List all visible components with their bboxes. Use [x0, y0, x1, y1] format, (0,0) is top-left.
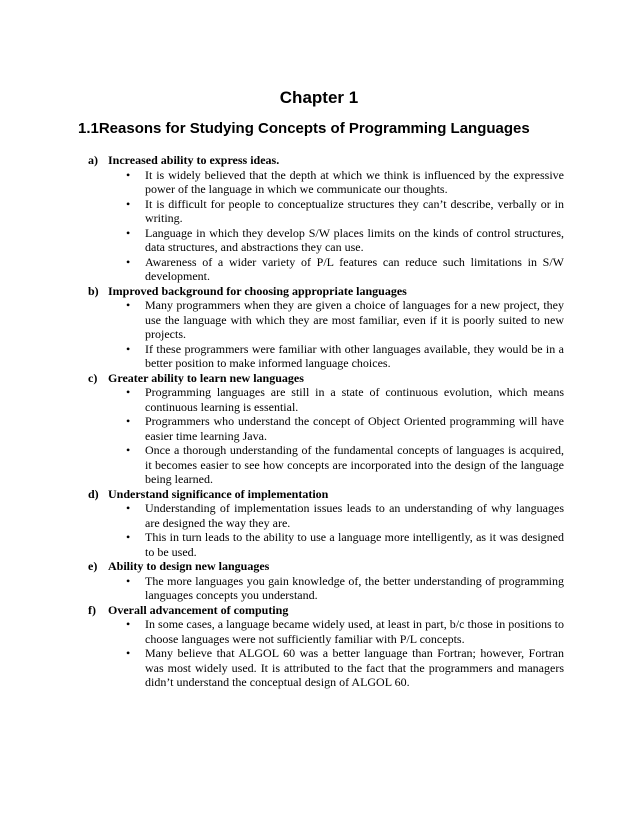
- list-item: [126, 298, 564, 342]
- section-letter: a): [88, 153, 98, 167]
- list-section: [88, 284, 564, 371]
- section-heading-text: Overall advancement of computing: [108, 602, 289, 617]
- list-item-text: Understanding of implementation issues leads to an understanding of why languages are designed the way they are.: [145, 501, 564, 530]
- list-item-text: Many believe that ALGOL 60 was a better language than Fortran; however, Fortran was most widely used. It is attributed to the fact that the programmers and managers didn’t understand the conceptual design of ALGOL 60.: [145, 646, 564, 689]
- bullet-list: [88, 617, 564, 690]
- section-heading-text: Increased ability to express ideas.: [108, 153, 280, 167]
- list-item: [126, 501, 564, 530]
- section-heading-text: Ability to design new languages: [108, 559, 270, 573]
- list-item: [126, 617, 564, 646]
- section-heading: [88, 559, 564, 574]
- list-item: [126, 443, 564, 487]
- section-heading: [88, 371, 564, 386]
- chapter-title: Chapter 1: [279, 88, 359, 107]
- section-heading-text: Understand significance of implementation: [108, 486, 329, 501]
- section-heading: [88, 603, 564, 618]
- bullet-icon: •: [126, 443, 131, 457]
- list-item-text: The more languages you gain knowledge of, the better understanding of programming languages concepts you understand.: [145, 573, 564, 602]
- list-item-text: Programmers who understand the concept of Object Oriented programming will have easier time learning Java.: [145, 414, 564, 443]
- section-letter: f): [88, 602, 96, 617]
- list-item: [126, 574, 564, 603]
- bullet-list: [88, 501, 564, 559]
- list-item-text: If these programmers were familiar with other languages available, they would be in a better position to make informed language choices.: [145, 341, 564, 370]
- list-section: [88, 603, 564, 690]
- bullet-list: [88, 385, 564, 487]
- list-item: [126, 197, 564, 226]
- bullet-icon: •: [126, 254, 131, 269]
- list-section: [88, 153, 564, 284]
- section-heading-text: Improved background for choosing appropriate languages: [108, 283, 407, 298]
- list-item-text: Language in which they develop S/W places limits on the kinds of control structures, data structures, and abstractions they can use.: [145, 225, 564, 254]
- list-item: [126, 385, 564, 414]
- bullet-icon: •: [126, 501, 131, 515]
- content-body: [88, 153, 564, 690]
- bullet-icon: •: [126, 341, 131, 356]
- bullet-list: [88, 574, 564, 603]
- list-section: [88, 487, 564, 560]
- bullet-icon: •: [126, 298, 131, 312]
- bullet-list: [88, 168, 564, 284]
- list-item-text: Programming languages are still in a state of continuous evolution, which means continuous learning is essential.: [145, 385, 564, 414]
- list-section: [88, 559, 564, 603]
- section-letter: d): [88, 486, 99, 501]
- bullet-icon: •: [126, 414, 131, 428]
- section-letter: b): [88, 283, 99, 298]
- section-heading: [88, 284, 564, 299]
- bullet-icon: •: [126, 573, 131, 588]
- list-item-text: In some cases, a language became widely used, at least in part, b/c those in positions to choose languages were not sufficiently familiar with P/L concepts.: [145, 617, 564, 646]
- list-item: [126, 530, 564, 559]
- bullet-icon: •: [126, 225, 131, 240]
- bullet-icon: •: [126, 530, 131, 544]
- bullet-icon: •: [126, 646, 131, 660]
- list-item-text: This in turn leads to the ability to use a language more intelligently, as it was designed to be used.: [145, 530, 564, 559]
- list-item: [126, 168, 564, 197]
- list-item-text: It is difficult for people to conceptualize structures they can’t describe, verbally or in writing.: [145, 196, 564, 225]
- section-heading: [88, 487, 564, 502]
- list-item: [126, 342, 564, 371]
- bullet-icon: •: [126, 196, 131, 211]
- section-letter: c): [88, 370, 98, 385]
- list-item: [126, 646, 564, 690]
- list-item-text: Once a thorough understanding of the fundamental concepts of languages is acquired, it becomes easier to see how concepts are incorporated into the design of the language being learned.: [145, 443, 564, 486]
- list-item-text: Awareness of a wider variety of P/L features can reduce such limitations in S/W development.: [145, 254, 564, 283]
- list-item-text: It is widely believed that the depth at which we think is influenced by the expressive power of the language in which we communicate our thoughts.: [145, 167, 564, 196]
- list-item: [126, 226, 564, 255]
- section-title: 1.1Reasons for Studying Concepts of Programming Languages: [78, 120, 530, 137]
- list-item: [126, 414, 564, 443]
- list-section: [88, 371, 564, 487]
- section-letter: e): [88, 559, 98, 573]
- bullet-icon: •: [126, 167, 131, 182]
- bullet-list: [88, 298, 564, 371]
- bullet-icon: •: [126, 385, 131, 399]
- section-heading: [88, 153, 564, 168]
- list-item: [126, 255, 564, 284]
- section-heading-text: Greater ability to learn new languages: [108, 370, 304, 385]
- list-item-text: Many programmers when they are given a choice of languages for a new project, they use the language with which they are most familiar, even if it is poorly suited to new projects.: [145, 298, 564, 341]
- bullet-icon: •: [126, 617, 131, 631]
